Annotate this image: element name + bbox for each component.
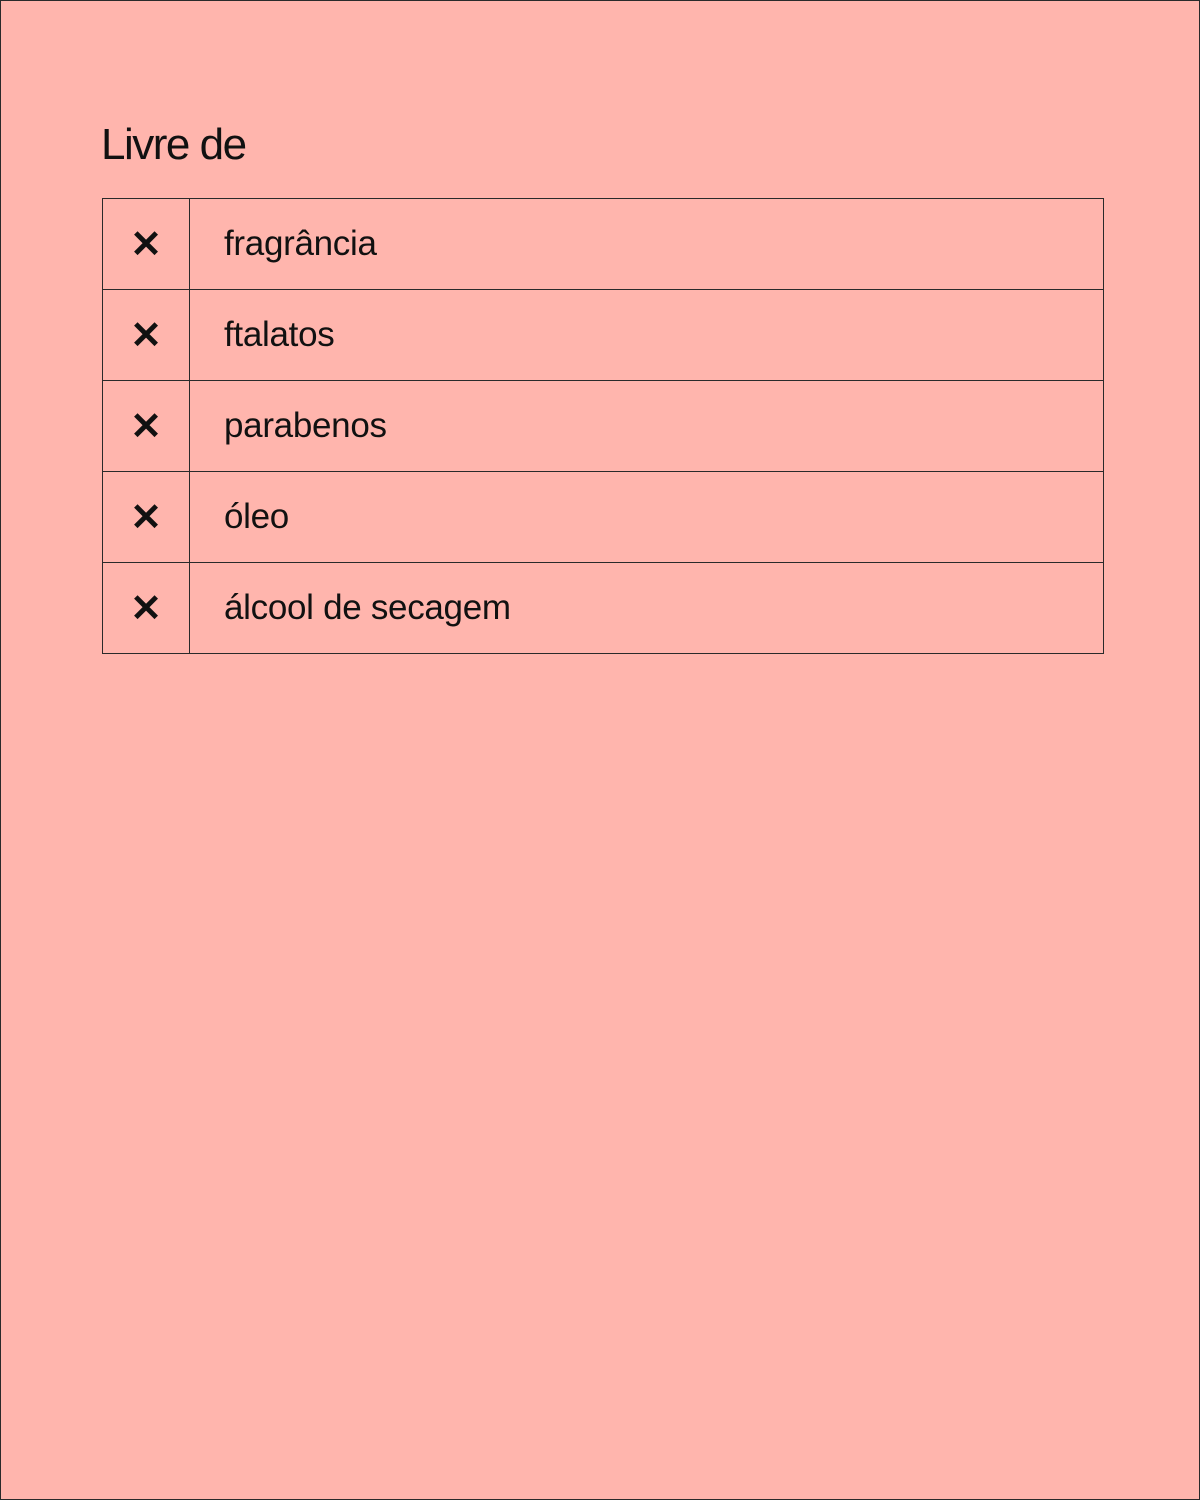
table-row [103, 563, 1104, 654]
cross-icon: ✕ [103, 472, 190, 563]
cross-icon: ✕ [103, 381, 190, 472]
table-row [103, 472, 1104, 563]
cross-icon: ✕ [103, 199, 190, 290]
table-row [103, 381, 1104, 472]
cross-icon: ✕ [103, 290, 190, 381]
page-title: Livre de [101, 120, 246, 169]
table-row [103, 290, 1104, 381]
table-row [103, 199, 1104, 290]
item-label: fragrância [190, 199, 1104, 290]
item-label: parabenos [190, 381, 1104, 472]
free-from-table [102, 198, 1104, 654]
cross-icon: ✕ [103, 563, 190, 654]
item-label: ftalatos [190, 290, 1104, 381]
item-label: óleo [190, 472, 1104, 563]
item-label: álcool de secagem [190, 563, 1104, 654]
